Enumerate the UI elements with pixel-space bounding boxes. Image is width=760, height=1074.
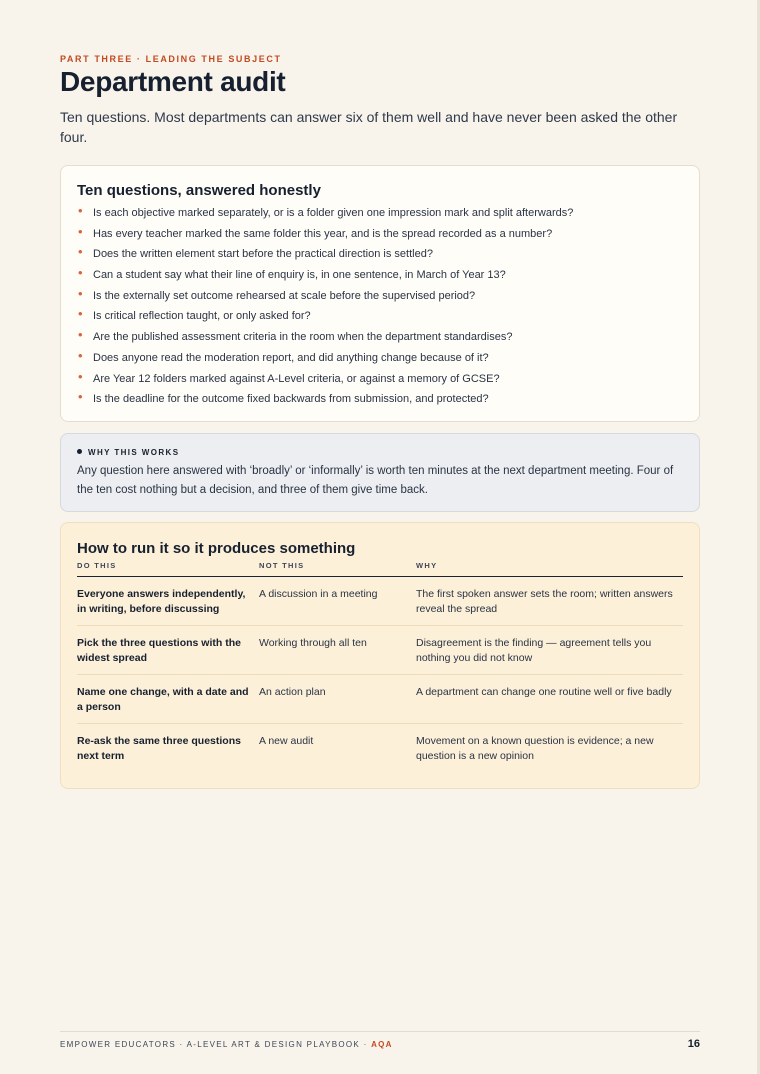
cell-why: Disagreement is the finding — agreement tells you nothing you did not know: [416, 637, 652, 664]
list-item: • Can a student say what their line of enquiry is, in one sentence, in March of Year 13?: [78, 265, 506, 282]
footer-accent: AQA: [371, 1040, 393, 1049]
why-text: Any question here answered with ‘broadly’ or ‘informally’ is worth ten minutes at the next department meeting. Four of the ten cost nothing but a decision, and three of them give time back.: [77, 465, 674, 496]
bullet-icon: •: [78, 368, 83, 384]
bullet-icon: •: [78, 203, 83, 218]
page-footer: [60, 1031, 700, 1050]
list-item: • Are the published assessment criteria in the room when the department standardises?: [78, 327, 513, 344]
questions-title: Ten questions, answered honestly: [77, 182, 321, 199]
run-table: [77, 561, 683, 773]
page-number: 16: [687, 1038, 700, 1050]
cell-do-this: Name one change, with a date and a person: [77, 686, 249, 713]
footer-text: EMPOWER EDUCATORS · A-LEVEL ART & DESIGN PLAYBOOK · AQA: [60, 1040, 393, 1049]
questions-card: [60, 165, 700, 422]
list-item: • Is the externally set outcome rehearsed at scale before the supervised period?: [78, 285, 476, 302]
list-item: • Is the deadline for the outcome fixed backwards from submission, and protected?: [78, 389, 489, 406]
why-tag: WHY THIS WORKS: [77, 448, 179, 457]
table-row: [77, 675, 683, 724]
header-why: WHY: [416, 561, 438, 570]
cell-not-this: A new audit: [259, 735, 314, 747]
list-item: • Does anyone read the moderation report, and did anything change because of it?: [78, 347, 489, 364]
list-item: • Is critical reflection taught, or only asked for?: [78, 306, 311, 323]
cell-why: A department can change one routine well or five badly: [416, 686, 672, 698]
page-lede: Ten questions. Most departments can answer six of them well and have never been asked the other four.: [60, 109, 678, 145]
bullet-icon: •: [78, 265, 83, 281]
cell-not-this: Working through all ten: [259, 637, 367, 649]
bullet-icon: •: [78, 327, 83, 343]
bullet-icon: •: [78, 306, 83, 322]
run-card: [60, 522, 700, 789]
cell-do-this: Pick the three questions with the widest spread: [77, 637, 241, 664]
why-callout: [60, 433, 700, 512]
list-item: • Does the written element start before the practical direction is settled?: [78, 244, 433, 261]
cell-not-this: A discussion in a meeting: [259, 588, 378, 600]
cell-do-this: Re-ask the same three questions next term: [77, 735, 241, 762]
bullet-icon: •: [78, 223, 83, 239]
page-title: Department audit: [60, 66, 286, 97]
bullet-icon: •: [78, 244, 83, 260]
header-not-this: NOT THIS: [259, 561, 305, 570]
table-row: [77, 626, 683, 675]
table-header: [77, 561, 683, 577]
table-row: [77, 724, 683, 773]
bullet-icon: •: [78, 285, 83, 301]
bullet-icon: •: [78, 389, 83, 405]
cell-why: Movement on a known question is evidence; a new question is a new opinion: [416, 735, 654, 762]
list-item: • Is each objective marked separately, or is a folder given one impression mark and split afterwards?: [78, 203, 574, 219]
table-row: [77, 577, 683, 626]
cell-why: The first spoken answer sets the room; written answers reveal the spread: [416, 588, 673, 615]
dot-icon: [77, 449, 82, 454]
cell-do-this: Everyone answers independently, in writing, before discussing: [77, 588, 246, 615]
header-do-this: DO THIS: [77, 561, 117, 570]
list-item: • Has every teacher marked the same folder this year, and is the spread recorded as a number?: [78, 223, 553, 240]
run-title: How to run it so it produces something: [77, 540, 356, 557]
section-kicker: PART THREE · LEADING THE SUBJECT: [60, 54, 282, 64]
list-item: • Are Year 12 folders marked against A-Level criteria, or against a memory of GCSE?: [78, 368, 500, 385]
cell-not-this: An action plan: [259, 686, 326, 698]
questions-list: [77, 203, 574, 413]
bullet-icon: •: [78, 347, 83, 363]
